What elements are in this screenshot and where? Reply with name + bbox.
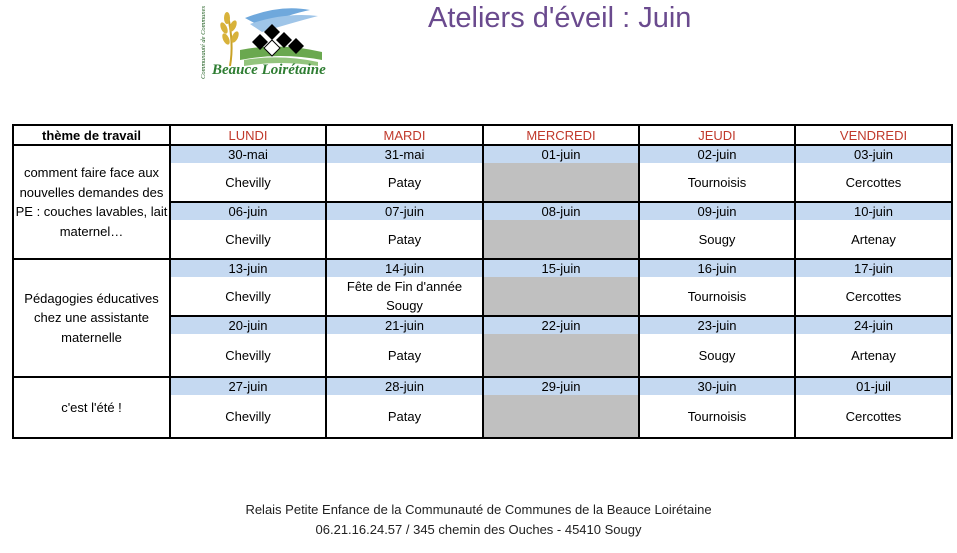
theme-cell: Pédagogies éducatives chez une assistante maternelle — [13, 259, 170, 377]
place-cell: Sougy — [639, 334, 795, 377]
theme-cell: comment faire face aux nouvelles demandes des PE : couches lavables, lait maternel… — [13, 145, 170, 259]
place-cell: Chevilly — [170, 395, 326, 438]
table-row-dates — [13, 145, 952, 163]
table-row-dates — [13, 377, 952, 395]
place-cell: Artenay — [795, 220, 952, 259]
date-cell: 30-mai — [170, 145, 326, 163]
place-cell: Cercottes — [795, 277, 952, 316]
logo-vertical-text: Communauté de Communes — [200, 6, 207, 79]
date-cell: 23-juin — [639, 316, 795, 334]
footer-line-2: 06.21.16.24.57 / 345 chemin des Ouches - 45410 Sougy — [315, 522, 642, 537]
header-vendredi: VENDREDI — [795, 125, 952, 145]
place-cell: Patay — [326, 334, 483, 377]
date-cell: 27-juin — [170, 377, 326, 395]
footer — [0, 500, 957, 540]
place-cell: Patay — [326, 163, 483, 202]
date-cell: 28-juin — [326, 377, 483, 395]
date-cell: 09-juin — [639, 202, 795, 220]
date-cell: 02-juin — [639, 145, 795, 163]
header-mercredi: MERCREDI — [483, 125, 639, 145]
place-cell: Tournoisis — [639, 163, 795, 202]
date-cell: 07-juin — [326, 202, 483, 220]
place-cell: Patay — [326, 395, 483, 438]
date-cell: 06-juin — [170, 202, 326, 220]
date-cell: 10-juin — [795, 202, 952, 220]
date-cell: 29-juin — [483, 377, 639, 395]
date-cell: 31-mai — [326, 145, 483, 163]
place-cell: Cercottes — [795, 163, 952, 202]
date-cell: 01-juil — [795, 377, 952, 395]
schedule-table — [12, 124, 953, 439]
date-cell: 21-juin — [326, 316, 483, 334]
place-cell-empty — [483, 220, 639, 259]
date-cell: 01-juin — [483, 145, 639, 163]
logo — [200, 4, 325, 80]
date-cell: 15-juin — [483, 259, 639, 277]
place-cell: Tournoisis — [639, 277, 795, 316]
place-cell: Fête de Fin d'année Sougy — [326, 277, 483, 316]
place-cell: Chevilly — [170, 220, 326, 259]
date-cell: 14-juin — [326, 259, 483, 277]
place-cell: Sougy — [639, 220, 795, 259]
page-title: Ateliers d'éveil : Juin — [428, 2, 692, 34]
theme-cell: c'est l'été ! — [13, 377, 170, 438]
place-cell-empty — [483, 163, 639, 202]
place-cell-empty — [483, 277, 639, 316]
date-cell: 20-juin — [170, 316, 326, 334]
place-cell: Cercottes — [795, 395, 952, 438]
date-cell: 17-juin — [795, 259, 952, 277]
header-theme: thème de travail — [13, 125, 170, 145]
date-cell: 22-juin — [483, 316, 639, 334]
place-cell: Tournoisis — [639, 395, 795, 438]
place-cell-empty — [483, 334, 639, 377]
place-cell: Chevilly — [170, 334, 326, 377]
logo-emblem-icon — [200, 4, 325, 68]
table-row-dates — [13, 259, 952, 277]
place-cell: Chevilly — [170, 277, 326, 316]
place-cell: Artenay — [795, 334, 952, 377]
date-cell: 13-juin — [170, 259, 326, 277]
date-cell: 16-juin — [639, 259, 795, 277]
table-header-row — [13, 125, 952, 145]
date-cell: 30-juin — [639, 377, 795, 395]
header-lundi: LUNDI — [170, 125, 326, 145]
logo-name: Beauce Loirétaine — [212, 62, 326, 78]
footer-line-1: Relais Petite Enfance de la Communauté de Communes de la Beauce Loirétaine — [245, 502, 712, 517]
header-jeudi: JEUDI — [639, 125, 795, 145]
place-cell: Chevilly — [170, 163, 326, 202]
place-cell: Patay — [326, 220, 483, 259]
header-mardi: MARDI — [326, 125, 483, 145]
date-cell: 03-juin — [795, 145, 952, 163]
place-cell-empty — [483, 395, 639, 438]
date-cell: 08-juin — [483, 202, 639, 220]
date-cell: 24-juin — [795, 316, 952, 334]
